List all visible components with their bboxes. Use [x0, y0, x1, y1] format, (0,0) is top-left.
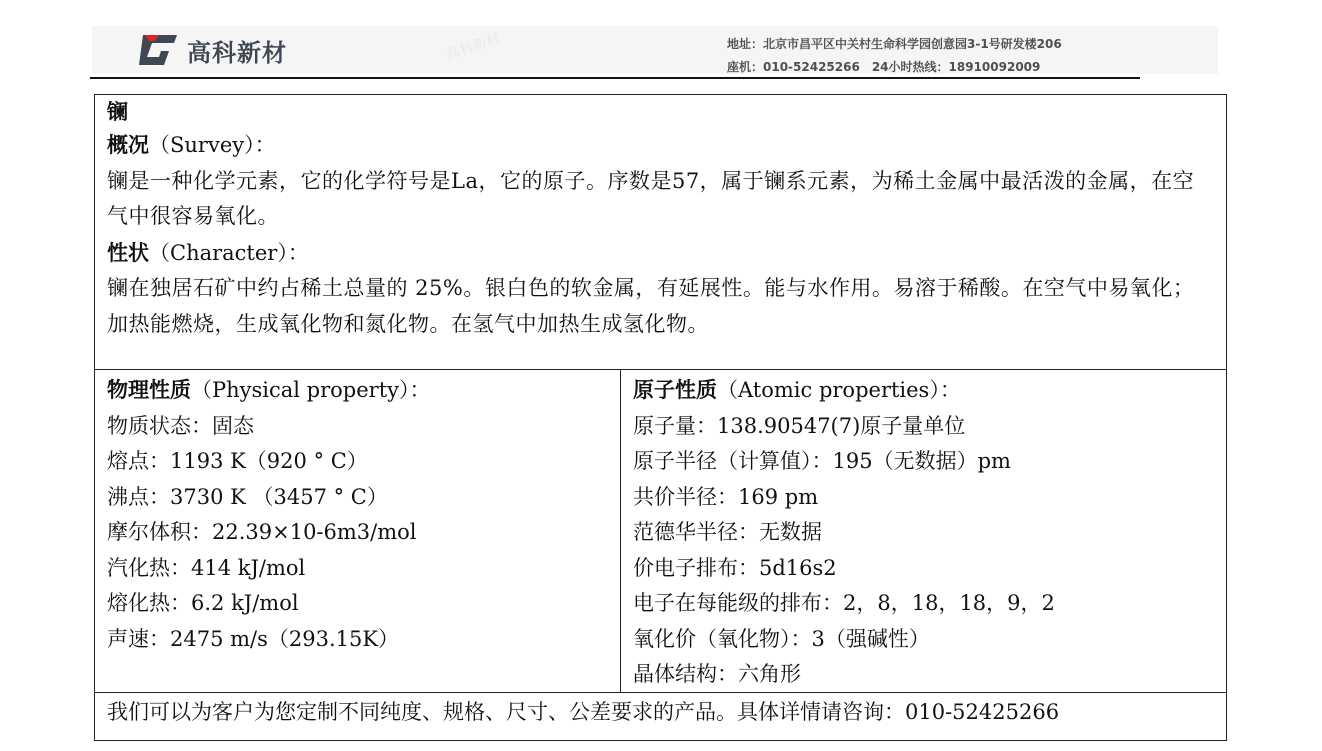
character-text: 镧在独居石矿中约占稀土总量的 25%。银白色的软金属，有延展性。能与水作用。易溶于稀酸。在空气中易氧化；加热能燃烧，生成氧化物和氮化物。在氢气中加热生成氢化物。 [107, 276, 1195, 336]
survey-text: 镧是一种化学元素，它的化学符号是La，它的原子。序数是57，属于镧系元素，为稀土金属中最活泼的金属，在空气中很容易氧化。 [107, 168, 1195, 228]
physical-item: 摩尔体积：22.39×10-6m3/mol [107, 520, 417, 544]
physical-item: 物质状态：固态 [107, 413, 254, 438]
atomic-heading: 原子性质 [633, 377, 717, 402]
physical-item: 汽化热：414 kJ/mol [107, 555, 306, 580]
footer-section [95, 693, 1226, 741]
atomic-item: 氧化价（氧化物）：3（强碱性） [633, 626, 930, 651]
character-heading: 性状 [107, 239, 149, 265]
physical-properties-column [95, 370, 621, 692]
atomic-item: 价电子排布：5d16s2 [633, 555, 837, 580]
physical-item: 熔点：1193 K（920 ° C） [107, 449, 368, 473]
header-divider [90, 77, 1140, 79]
atomic-item: 范德华半径：无数据 [633, 520, 822, 544]
atomic-item: 原子量：138.90547(7)原子量单位 [633, 413, 966, 438]
atomic-item: 共价半径：169 pm [633, 484, 819, 509]
atomic-properties-column [621, 370, 1226, 692]
element-info-table [94, 94, 1227, 741]
atomic-item: 原子半径（计算值）：195（无数据）pm [633, 449, 1011, 473]
physical-item: 声速：2475 m/s（293.15K） [107, 626, 400, 651]
atomic-label: （Atomic properties）： [717, 378, 961, 402]
properties-section [95, 370, 1226, 693]
logo-mark-icon [137, 32, 179, 68]
atomic-heading-line [633, 372, 1214, 409]
contact-info [727, 33, 1062, 79]
header-watermark: 高科新材 [444, 30, 503, 64]
physical-item: 沸点：3730 K （3457 ° C） [107, 484, 388, 509]
overview-section [95, 95, 1226, 370]
character-label: （Character）： [149, 240, 309, 265]
atomic-item: 电子在每能级的排布：2，8，18，18，9，2 [633, 591, 1055, 615]
atomic-item: 晶体结构：六角形 [633, 662, 801, 686]
physical-heading: 物理性质 [107, 377, 191, 402]
physical-item: 熔化热：6.2 kJ/mol [107, 591, 299, 615]
address-line: 地址：北京市昌平区中关村生命科学园创意园3-1号研发楼206 [727, 37, 1062, 51]
survey-label: （Survey）： [149, 133, 276, 157]
phone-line: 座机：010-52425266 24小时热线：18910092009 [727, 60, 1041, 74]
physical-label: （Physical property）： [191, 378, 431, 402]
element-name: 镧 [107, 99, 128, 124]
physical-heading-line [107, 372, 608, 409]
survey-heading: 概况 [107, 132, 149, 157]
company-logo [137, 30, 287, 70]
footer-text: 我们可以为客户为您定制不同纯度、规格、尺寸、公差要求的产品。具体详情请咨询：010-52425266 [107, 700, 1060, 724]
survey-heading-line [107, 127, 1214, 164]
character-heading-line [107, 235, 1214, 272]
company-name: 高科新材 [187, 38, 287, 67]
